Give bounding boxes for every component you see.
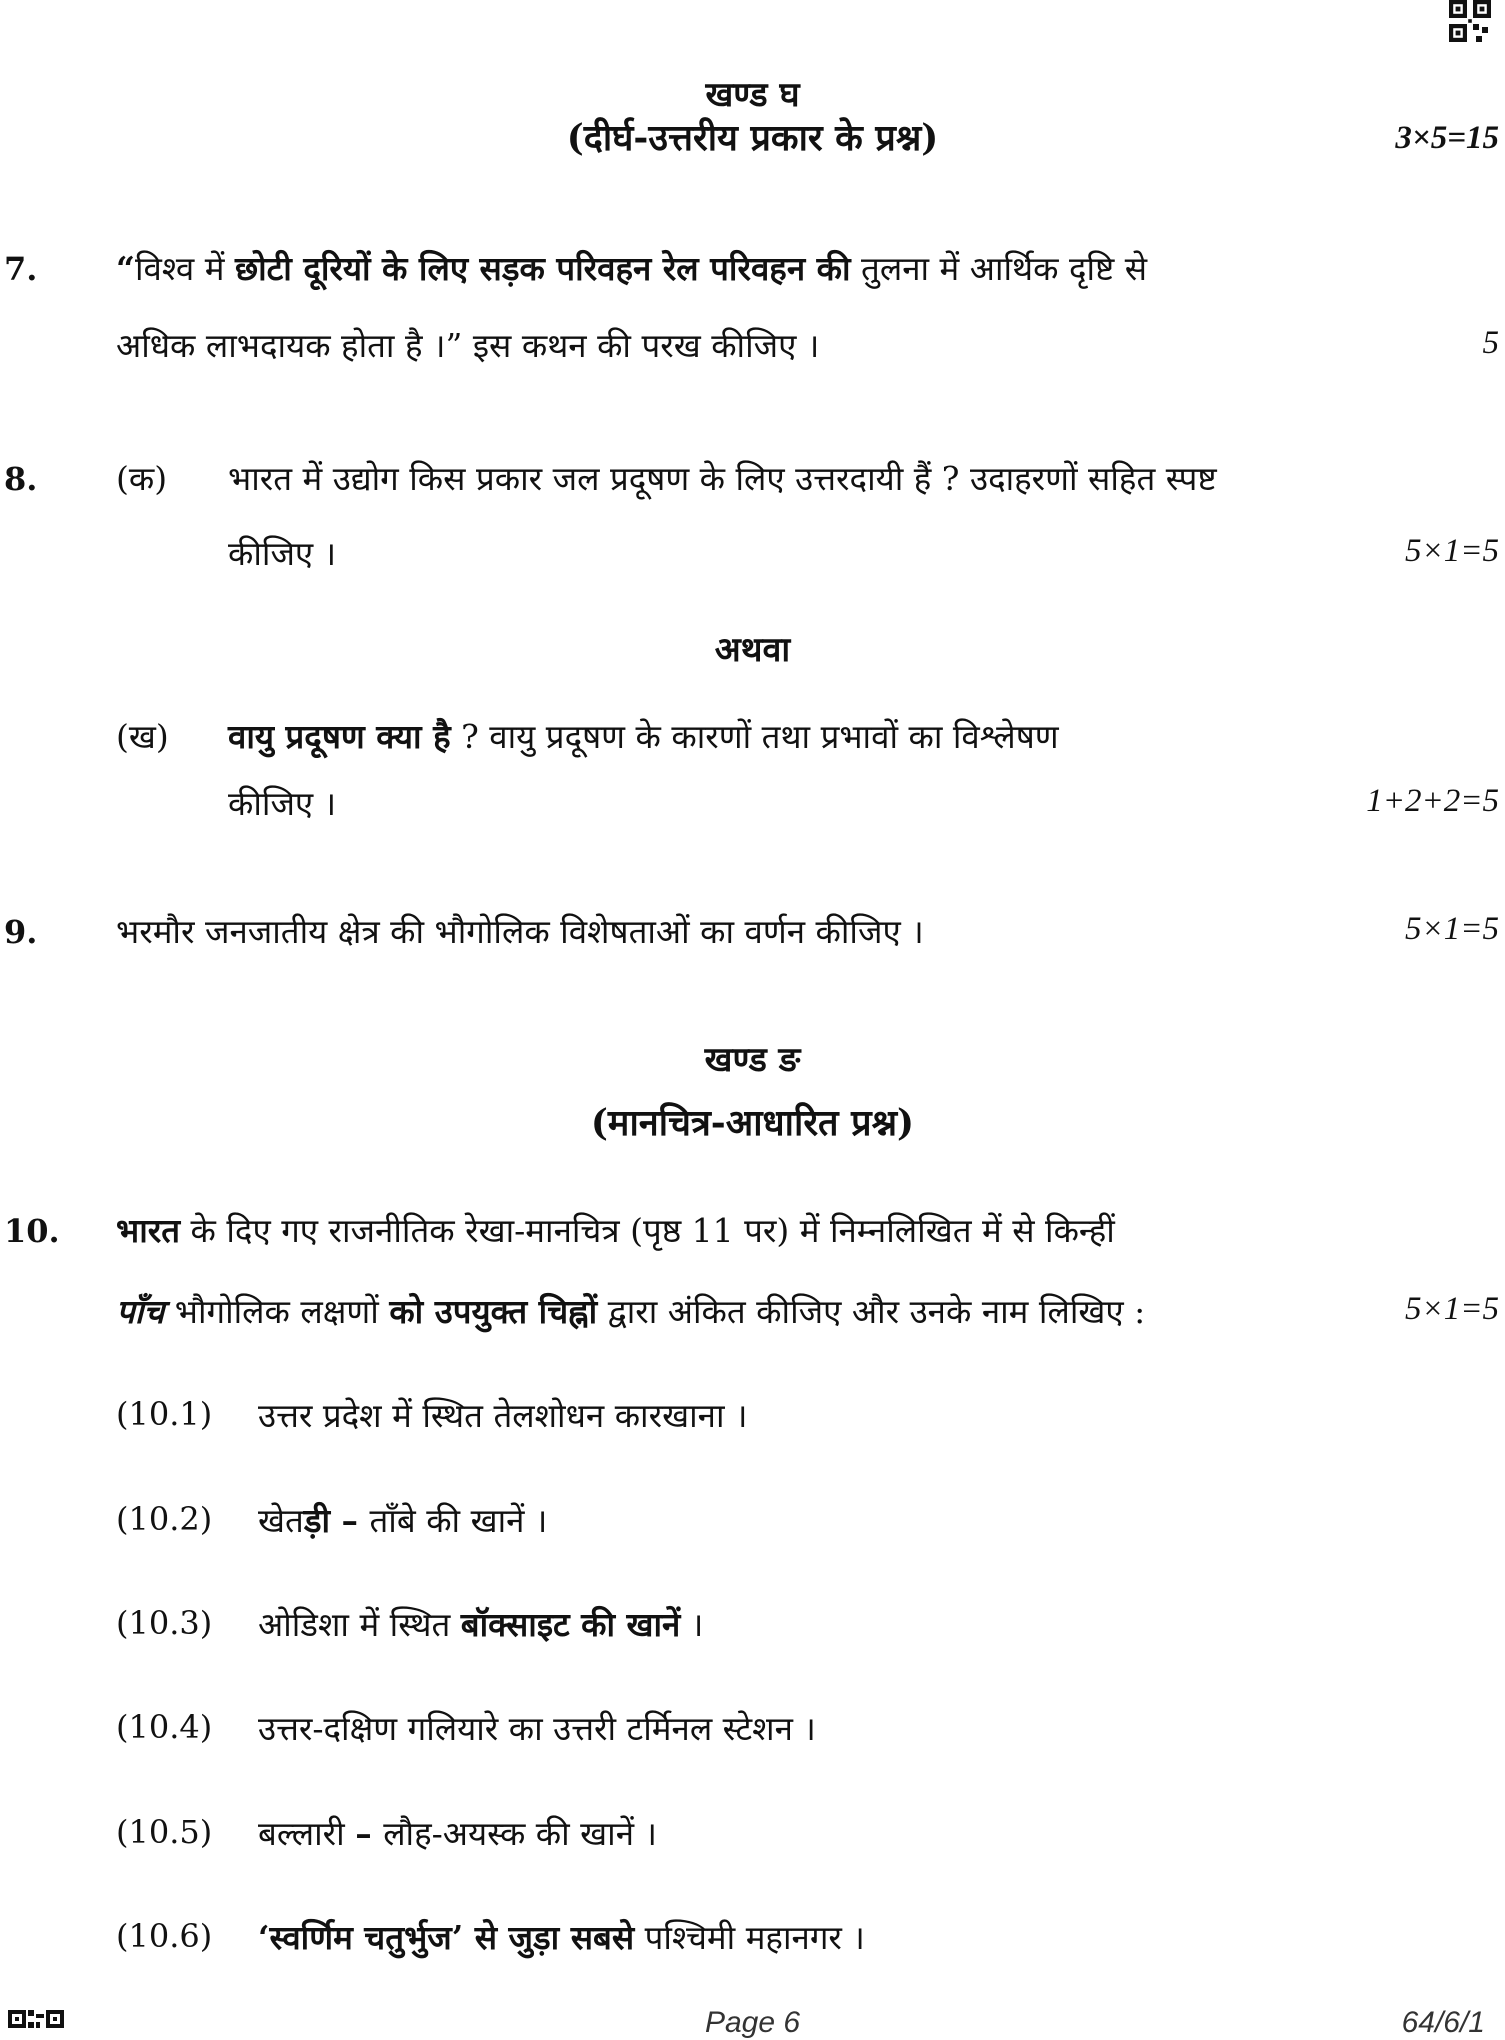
item-text-pre: उत्तर-दक्षिण गलियारे का उत्तरी टर्मिनल स्टेशन । bbox=[258, 1709, 816, 1748]
item-10-1-number: (10.1) bbox=[116, 1395, 213, 1433]
item-text-pre: बल्लारी bbox=[258, 1814, 356, 1853]
question-8b-label: (ख) bbox=[116, 717, 169, 756]
item-10-3-number: (10.3) bbox=[116, 1604, 213, 1642]
item-text-bold: बॉक्साइट की खानें bbox=[460, 1605, 681, 1644]
or-separator: अथवा bbox=[714, 630, 791, 670]
question-8a-line-2: कीजिए । bbox=[228, 534, 337, 573]
qr-code-icon bbox=[1449, 0, 1491, 42]
item-10-1-text bbox=[258, 1392, 748, 1437]
item-10-6-number: (10.6) bbox=[116, 1917, 213, 1955]
question-7-marks: 5 bbox=[1482, 325, 1499, 361]
item-text-post: ताँबे की खानें । bbox=[369, 1501, 548, 1540]
question-10-line-2 bbox=[116, 1288, 1145, 1333]
section-e-title: खण्ड ङ bbox=[704, 1040, 801, 1080]
question-9-text: भरमौर जनजातीय क्षेत्र की भौगोलिक विशेषताओं का वर्णन कीजिए । bbox=[116, 912, 924, 951]
q7-line1-bold: छोटी दूरियों के लिए सड़क परिवहन रेल परिवहन की bbox=[234, 249, 851, 288]
item-text-post: । bbox=[680, 1605, 704, 1644]
item-10-5-number: (10.5) bbox=[116, 1813, 213, 1851]
section-e-subtitle: (मानचित्र-आधारित प्रश्न) bbox=[590, 1102, 915, 1144]
section-d-marks: 3×5=15 bbox=[1395, 120, 1499, 156]
item-10-2-number: (10.2) bbox=[116, 1500, 213, 1538]
item-10-5-text bbox=[258, 1810, 657, 1855]
q8b-rest: ? वायु प्रदूषण के कारणों तथा प्रभावों का विश्लेषण bbox=[450, 717, 1059, 756]
item-10-2-text bbox=[258, 1497, 547, 1542]
q10-line2-bold2: को उपयुक्त चिह्नों bbox=[389, 1292, 598, 1331]
paper-code: 64/6/1 bbox=[1401, 2006, 1485, 2039]
item-text-pre: उत्तर प्रदेश में स्थित तेलशोधन कारखाना । bbox=[258, 1396, 748, 1435]
item-10-4-number: (10.4) bbox=[116, 1708, 213, 1746]
q10-line2-rest: द्वारा अंकित कीजिए और उनके नाम लिखिए : bbox=[597, 1292, 1146, 1331]
question-8a-line-1: भारत में उद्योग किस प्रकार जल प्रदूषण के लिए उत्तरदायी हैं ? उदाहरणों सहित स्पष्ट bbox=[228, 459, 1217, 498]
question-7-line-1 bbox=[116, 245, 1147, 290]
question-10-line-1 bbox=[116, 1207, 1115, 1252]
item-text-bold: ड़ी – bbox=[303, 1501, 370, 1540]
item-text-pre: खेत bbox=[258, 1501, 304, 1540]
item-10-4-text bbox=[258, 1705, 816, 1750]
item-text-post: पश्चिमी महानगर । bbox=[634, 1918, 865, 1957]
question-8b-line-1 bbox=[228, 713, 1059, 758]
section-d-subtitle: (दीर्घ-उत्तरीय प्रकार के प्रश्न) bbox=[566, 117, 939, 159]
item-text-post: लौह-अयस्क की खानें । bbox=[383, 1814, 658, 1853]
question-10-number: 10. bbox=[4, 1212, 60, 1250]
question-8-number: 8. bbox=[4, 460, 38, 498]
page-number: Page 6 bbox=[704, 2006, 801, 2039]
q10-line1-rest: के दिए गए राजनीतिक रेखा-मानचित्र (पृष्ठ 11 पर) में निम्नलिखित में से किन्हीं bbox=[180, 1211, 1115, 1250]
item-10-3-text bbox=[258, 1601, 703, 1646]
q7-line1-c: तुलना में आर्थिक दृष्टि से bbox=[850, 249, 1148, 288]
question-8a-marks: 5×1=5 bbox=[1404, 533, 1499, 569]
question-7-line-2: अधिक लाभदायक होता है ।” इस कथन की परख कीजिए । bbox=[116, 326, 820, 365]
question-9-number: 9. bbox=[4, 913, 38, 951]
q10-line2-mid: भौगोलिक लक्षणों bbox=[164, 1292, 390, 1331]
item-text-bold: ‘स्वर्णिम चतुर्भुज’ से जुड़ा सबसे bbox=[258, 1918, 635, 1957]
item-10-6-text bbox=[258, 1914, 865, 1959]
item-text-bold: – bbox=[355, 1814, 384, 1853]
question-8a-label: (क) bbox=[116, 459, 168, 498]
q7-line1-a: विश्व में bbox=[134, 249, 235, 288]
q8b-bold: वायु प्रदूषण क्या है bbox=[228, 717, 451, 756]
question-10-marks: 5×1=5 bbox=[1404, 1291, 1499, 1327]
item-text-pre: ओडिशा में स्थित bbox=[258, 1605, 461, 1644]
q10-line2-bold1: पाँच bbox=[116, 1292, 165, 1331]
question-7-number: 7. bbox=[4, 250, 38, 288]
q10-line1-bold: भारत bbox=[116, 1211, 181, 1250]
open-quote: “ bbox=[116, 249, 135, 288]
question-8b-marks: 1+2+2=5 bbox=[1366, 783, 1499, 819]
section-d-title: खण्ड घ bbox=[705, 75, 800, 115]
question-8b-line-2: कीजिए । bbox=[228, 784, 337, 823]
question-9-marks: 5×1=5 bbox=[1404, 911, 1499, 947]
